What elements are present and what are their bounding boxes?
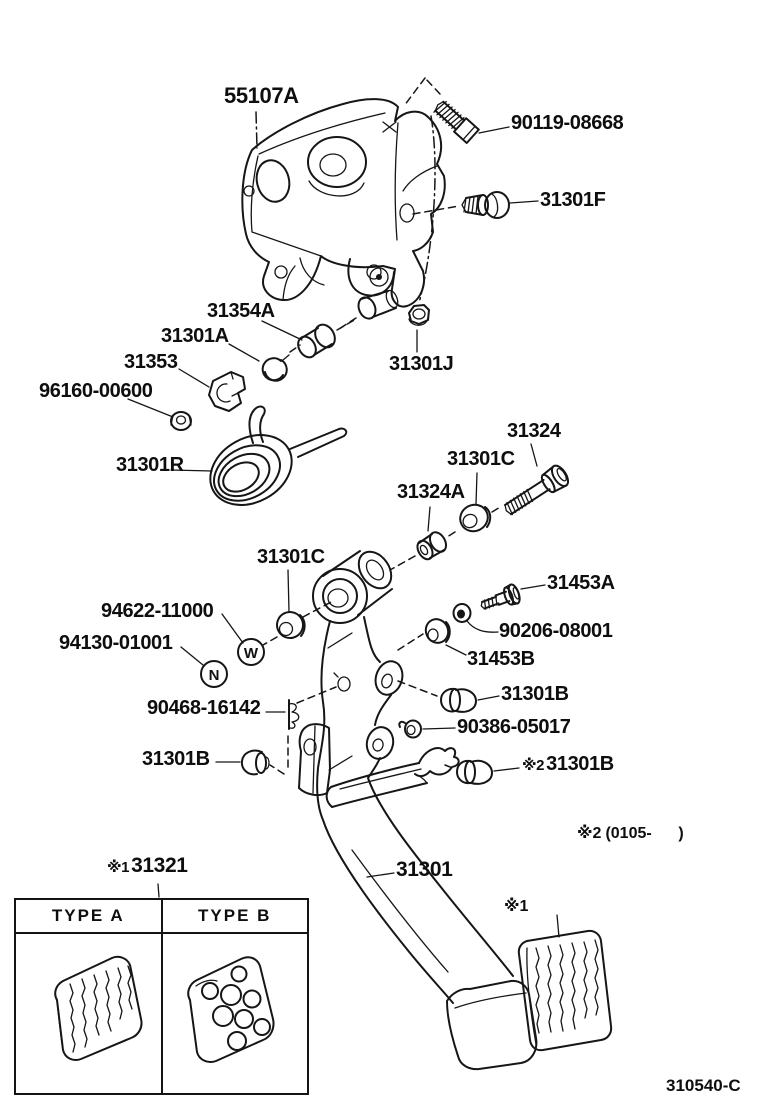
part-label-31301r: 31301R (116, 454, 184, 476)
part-label-94130-01001: 94130-01001 (59, 632, 173, 654)
part-label-31301c-lower: 31301C (257, 546, 325, 568)
bolt-31453a-drawing (478, 583, 545, 615)
part-label-31301: 31301 (396, 858, 453, 881)
part-label-31453b: 31453B (467, 648, 535, 670)
cushion-90386-drawing (399, 721, 455, 738)
washer-symbol: W (243, 645, 259, 662)
bracket-drawing (242, 99, 444, 321)
washer-94622-drawing (222, 614, 264, 665)
note-range-text: (0105- ) (605, 825, 684, 842)
spring-31301r-drawing (171, 407, 346, 519)
part-label-31301b-upper: 31301B (501, 683, 569, 705)
production-range-note (577, 826, 684, 842)
pin-31301b-upper-drawing (398, 681, 499, 712)
pin-31301b-lower-right-drawing (445, 761, 519, 784)
pad-table-header-type-a: TYPE A (16, 900, 163, 932)
part-label-31453a: 31453A (547, 572, 615, 594)
part-label-31301j: 31301J (389, 353, 454, 375)
part-label-31324: 31324 (507, 420, 561, 442)
part-label-55107a: 55107A (224, 83, 299, 108)
ref-marker-star2: ※2 (577, 825, 602, 842)
part-label-94622-11000: 94622-11000 (101, 600, 214, 622)
part-label-96160-00600: 96160-00600 (39, 380, 153, 402)
clamp-31353-drawing (179, 369, 245, 411)
bolt-90119-drawing (404, 78, 509, 143)
part-label-31301b-left: 31301B (142, 748, 210, 770)
pin-31301b-left-drawing (216, 751, 269, 775)
ref-marker-star1-pad: ※1 (504, 898, 529, 915)
pad-table-header-row (16, 900, 307, 934)
table-leader-line (158, 884, 159, 897)
part-label-31324a: 31324A (397, 481, 465, 503)
washer-90206-drawing (454, 604, 499, 632)
part-label-31321 (107, 855, 188, 876)
part-label-90119-08668: 90119-08668 (511, 112, 624, 134)
nut-94130-drawing (181, 647, 227, 687)
clip-90468-drawing (266, 700, 299, 729)
part-label-31301b-lower-right (522, 754, 614, 774)
bushing-31301c-lower-drawing (273, 570, 308, 642)
drawing-code: 310540-C (666, 1076, 741, 1095)
part-label-31301f: 31301F (540, 189, 606, 211)
part-label-90206-08001: 90206-08001 (499, 620, 613, 642)
ref-marker-star2: ※2 (522, 757, 545, 774)
part-label-90386-05017: 90386-05017 (457, 716, 571, 738)
nut-96160-drawing (128, 399, 191, 430)
part-number: 31301B (546, 753, 614, 775)
bushing-31453b-drawing (398, 615, 466, 655)
ref-marker-star1: ※1 (107, 859, 130, 876)
part-label-31301a: 31301A (161, 325, 229, 347)
part-label-31354a: 31354A (207, 300, 275, 322)
pad-table-header-type-b: TYPE B (198, 906, 272, 925)
pad-type-table (14, 898, 309, 1095)
nut-symbol: N (208, 667, 220, 684)
part-label-90468-16142: 90468-16142 (147, 697, 261, 719)
pad-table-cell-type-a (16, 934, 163, 1093)
pad-table-cell-type-b (163, 934, 308, 1093)
pad-table-body-row (16, 934, 307, 1093)
nut-31301j-drawing (336, 116, 435, 352)
pedal-pad-drawing (519, 915, 611, 1050)
part-label-31301c-upper: 31301C (447, 448, 515, 470)
part-label-31353: 31353 (124, 351, 178, 373)
collar-31324a-drawing (390, 506, 502, 570)
part-number: 31321 (131, 854, 188, 877)
bushing-31354a-drawing (262, 319, 356, 361)
